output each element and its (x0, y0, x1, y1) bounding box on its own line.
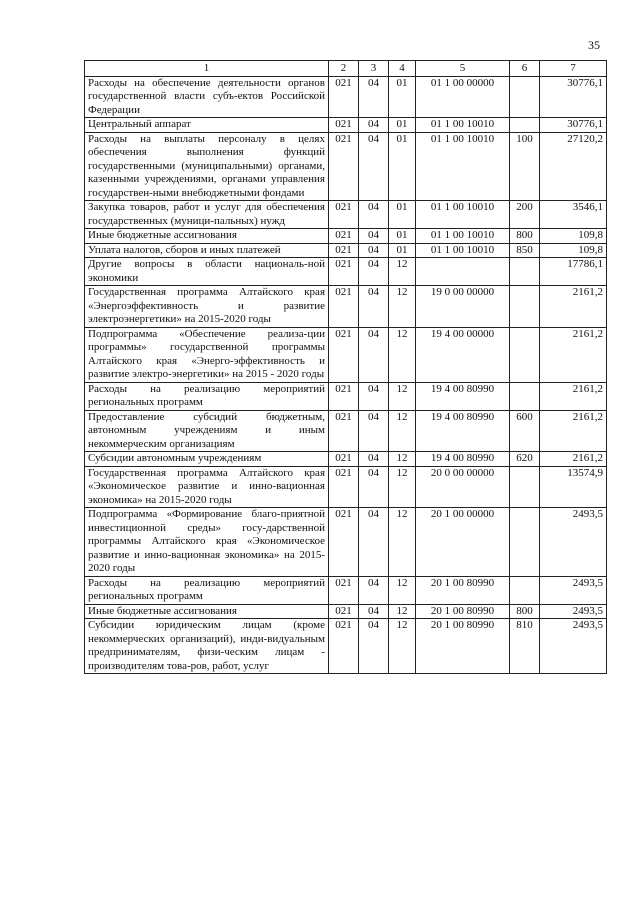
subsection-code-cell: 12 (389, 466, 416, 508)
expense-name-cell: Иные бюджетные ассигнования (85, 229, 329, 244)
table-row (85, 201, 607, 229)
table-row (85, 508, 607, 577)
section-code-cell: 04 (359, 76, 389, 118)
expense-type-cell: 620 (510, 452, 540, 467)
target-article-cell: 20 1 00 80990 (416, 619, 510, 674)
subsection-code-cell: 12 (389, 604, 416, 619)
section-code-cell: 04 (359, 452, 389, 467)
expense-type-cell (510, 76, 540, 118)
expense-type-cell (510, 258, 540, 286)
column-header: 5 (416, 61, 510, 77)
section-code-cell: 04 (359, 604, 389, 619)
ministry-code-cell: 021 (329, 286, 359, 328)
subsection-code-cell: 01 (389, 118, 416, 133)
column-header: 4 (389, 61, 416, 77)
column-number-header-row (85, 61, 607, 77)
expense-type-cell (510, 576, 540, 604)
target-article-cell: 20 1 00 80990 (416, 576, 510, 604)
expense-name-cell: Государственная программа Алтайского края «Экономическое развитие и инно-вационная экономика» на 2015-2020 годы (85, 466, 329, 508)
expense-type-cell: 200 (510, 201, 540, 229)
target-article-cell: 19 4 00 80990 (416, 410, 510, 452)
ministry-code-cell: 021 (329, 118, 359, 133)
expense-name-cell: Расходы на выплаты персоналу в целях обеспечения выполнения функций государственными (муниципальными) органами, казенными учреждениями, органами управления государствен-ными внебюджетными фондами (85, 132, 329, 201)
subsection-code-cell: 01 (389, 201, 416, 229)
page-number: 35 (588, 38, 600, 52)
table-row (85, 118, 607, 133)
ministry-code-cell: 021 (329, 243, 359, 258)
table-row (85, 243, 607, 258)
table-row (85, 619, 607, 674)
target-article-cell: 19 4 00 00000 (416, 327, 510, 382)
budget-table (84, 60, 607, 674)
amount-cell: 109,8 (540, 243, 607, 258)
expense-type-cell: 850 (510, 243, 540, 258)
expense-type-cell (510, 327, 540, 382)
subsection-code-cell: 12 (389, 286, 416, 328)
table-row (85, 132, 607, 201)
target-article-cell (416, 258, 510, 286)
expense-name-cell: Подпрограмма «Формирование благо-приятной инвестиционной среды» госу-дарственной программы Алтайского края «Экономическое развитие и инно-вационная экономика» на 2015-2020 годы (85, 508, 329, 577)
table-row (85, 76, 607, 118)
amount-cell: 13574,9 (540, 466, 607, 508)
target-article-cell: 01 1 00 10010 (416, 243, 510, 258)
expense-name-cell: Иные бюджетные ассигнования (85, 604, 329, 619)
ministry-code-cell: 021 (329, 410, 359, 452)
table-row (85, 382, 607, 410)
column-header: 1 (85, 61, 329, 77)
ministry-code-cell: 021 (329, 452, 359, 467)
column-header: 2 (329, 61, 359, 77)
expense-name-cell: Подпрограмма «Обеспечение реализа-ции программы» государственной программы Алтайского края «Энерго-эффективность и развитие электро-энергетики» на 2015 - 2020 годы (85, 327, 329, 382)
amount-cell: 2161,2 (540, 452, 607, 467)
amount-cell: 2161,2 (540, 382, 607, 410)
table-row (85, 466, 607, 508)
section-code-cell: 04 (359, 382, 389, 410)
target-article-cell: 01 1 00 10010 (416, 201, 510, 229)
table-row (85, 286, 607, 328)
amount-cell: 2493,5 (540, 576, 607, 604)
subsection-code-cell: 01 (389, 229, 416, 244)
section-code-cell: 04 (359, 286, 389, 328)
expense-name-cell: Расходы на реализацию мероприятий региональных программ (85, 382, 329, 410)
table-row (85, 452, 607, 467)
target-article-cell: 19 4 00 80990 (416, 382, 510, 410)
amount-cell: 30776,1 (540, 118, 607, 133)
subsection-code-cell: 12 (389, 576, 416, 604)
subsection-code-cell: 01 (389, 243, 416, 258)
amount-cell: 2161,2 (540, 327, 607, 382)
section-code-cell: 04 (359, 619, 389, 674)
section-code-cell: 04 (359, 508, 389, 577)
target-article-cell: 01 1 00 10010 (416, 132, 510, 201)
subsection-code-cell: 01 (389, 132, 416, 201)
expense-name-cell: Уплата налогов, сборов и иных платежей (85, 243, 329, 258)
subsection-code-cell: 12 (389, 382, 416, 410)
ministry-code-cell: 021 (329, 132, 359, 201)
ministry-code-cell: 021 (329, 76, 359, 118)
expense-type-cell (510, 508, 540, 577)
target-article-cell: 20 1 00 80990 (416, 604, 510, 619)
table-row (85, 410, 607, 452)
amount-cell: 2493,5 (540, 619, 607, 674)
subsection-code-cell: 12 (389, 452, 416, 467)
amount-cell: 17786,1 (540, 258, 607, 286)
section-code-cell: 04 (359, 243, 389, 258)
expense-type-cell: 100 (510, 132, 540, 201)
amount-cell: 2493,5 (540, 508, 607, 577)
ministry-code-cell: 021 (329, 258, 359, 286)
expense-type-cell: 810 (510, 619, 540, 674)
table-row (85, 258, 607, 286)
ministry-code-cell: 021 (329, 382, 359, 410)
ministry-code-cell: 021 (329, 201, 359, 229)
target-article-cell: 01 1 00 10010 (416, 118, 510, 133)
expense-name-cell: Предоставление субсидий бюджетным, автономным учреждениям и иным некоммерческим организациям (85, 410, 329, 452)
expense-name-cell: Расходы на реализацию мероприятий региональных программ (85, 576, 329, 604)
amount-cell: 30776,1 (540, 76, 607, 118)
amount-cell: 2493,5 (540, 604, 607, 619)
expense-type-cell (510, 118, 540, 133)
subsection-code-cell: 12 (389, 508, 416, 577)
target-article-cell: 20 1 00 00000 (416, 508, 510, 577)
amount-cell: 2161,2 (540, 410, 607, 452)
expense-type-cell: 800 (510, 229, 540, 244)
expense-type-cell (510, 466, 540, 508)
subsection-code-cell: 12 (389, 327, 416, 382)
expense-name-cell: Закупка товаров, работ и услуг для обеспечения государственных (муници-пальных) нужд (85, 201, 329, 229)
section-code-cell: 04 (359, 576, 389, 604)
section-code-cell: 04 (359, 410, 389, 452)
expense-name-cell: Расходы на обеспечение деятельности органов государственной власти субъ-ектов Российской Федерации (85, 76, 329, 118)
expense-name-cell: Другие вопросы в области националь-ной экономики (85, 258, 329, 286)
section-code-cell: 04 (359, 229, 389, 244)
expense-name-cell: Центральный аппарат (85, 118, 329, 133)
section-code-cell: 04 (359, 118, 389, 133)
amount-cell: 27120,2 (540, 132, 607, 201)
section-code-cell: 04 (359, 201, 389, 229)
ministry-code-cell: 021 (329, 576, 359, 604)
subsection-code-cell: 12 (389, 258, 416, 286)
subsection-code-cell: 12 (389, 619, 416, 674)
ministry-code-cell: 021 (329, 229, 359, 244)
ministry-code-cell: 021 (329, 508, 359, 577)
column-header: 6 (510, 61, 540, 77)
column-header: 3 (359, 61, 389, 77)
expense-name-cell: Субсидии юридическим лицам (кроме некоммерческих организаций), инди-видуальным предпринимателям, физи-ческим лицам - производителям това-ров, работ, услуг (85, 619, 329, 674)
section-code-cell: 04 (359, 327, 389, 382)
ministry-code-cell: 021 (329, 604, 359, 619)
target-article-cell: 19 4 00 80990 (416, 452, 510, 467)
amount-cell: 3546,1 (540, 201, 607, 229)
section-code-cell: 04 (359, 466, 389, 508)
ministry-code-cell: 021 (329, 619, 359, 674)
table-row (85, 229, 607, 244)
amount-cell: 2161,2 (540, 286, 607, 328)
target-article-cell: 19 0 00 00000 (416, 286, 510, 328)
table-row (85, 327, 607, 382)
expense-name-cell: Субсидии автономным учреждениям (85, 452, 329, 467)
column-header: 7 (540, 61, 607, 77)
expense-type-cell: 800 (510, 604, 540, 619)
subsection-code-cell: 12 (389, 410, 416, 452)
target-article-cell: 01 1 00 00000 (416, 76, 510, 118)
subsection-code-cell: 01 (389, 76, 416, 118)
expense-type-cell (510, 286, 540, 328)
target-article-cell: 01 1 00 10010 (416, 229, 510, 244)
table-row (85, 604, 607, 619)
expense-type-cell: 600 (510, 410, 540, 452)
amount-cell: 109,8 (540, 229, 607, 244)
section-code-cell: 04 (359, 258, 389, 286)
section-code-cell: 04 (359, 132, 389, 201)
expense-type-cell (510, 382, 540, 410)
ministry-code-cell: 021 (329, 466, 359, 508)
table-row (85, 576, 607, 604)
expense-name-cell: Государственная программа Алтайского края «Энергоэффективность и развитие электроэнергетики» на 2015-2020 годы (85, 286, 329, 328)
target-article-cell: 20 0 00 00000 (416, 466, 510, 508)
ministry-code-cell: 021 (329, 327, 359, 382)
